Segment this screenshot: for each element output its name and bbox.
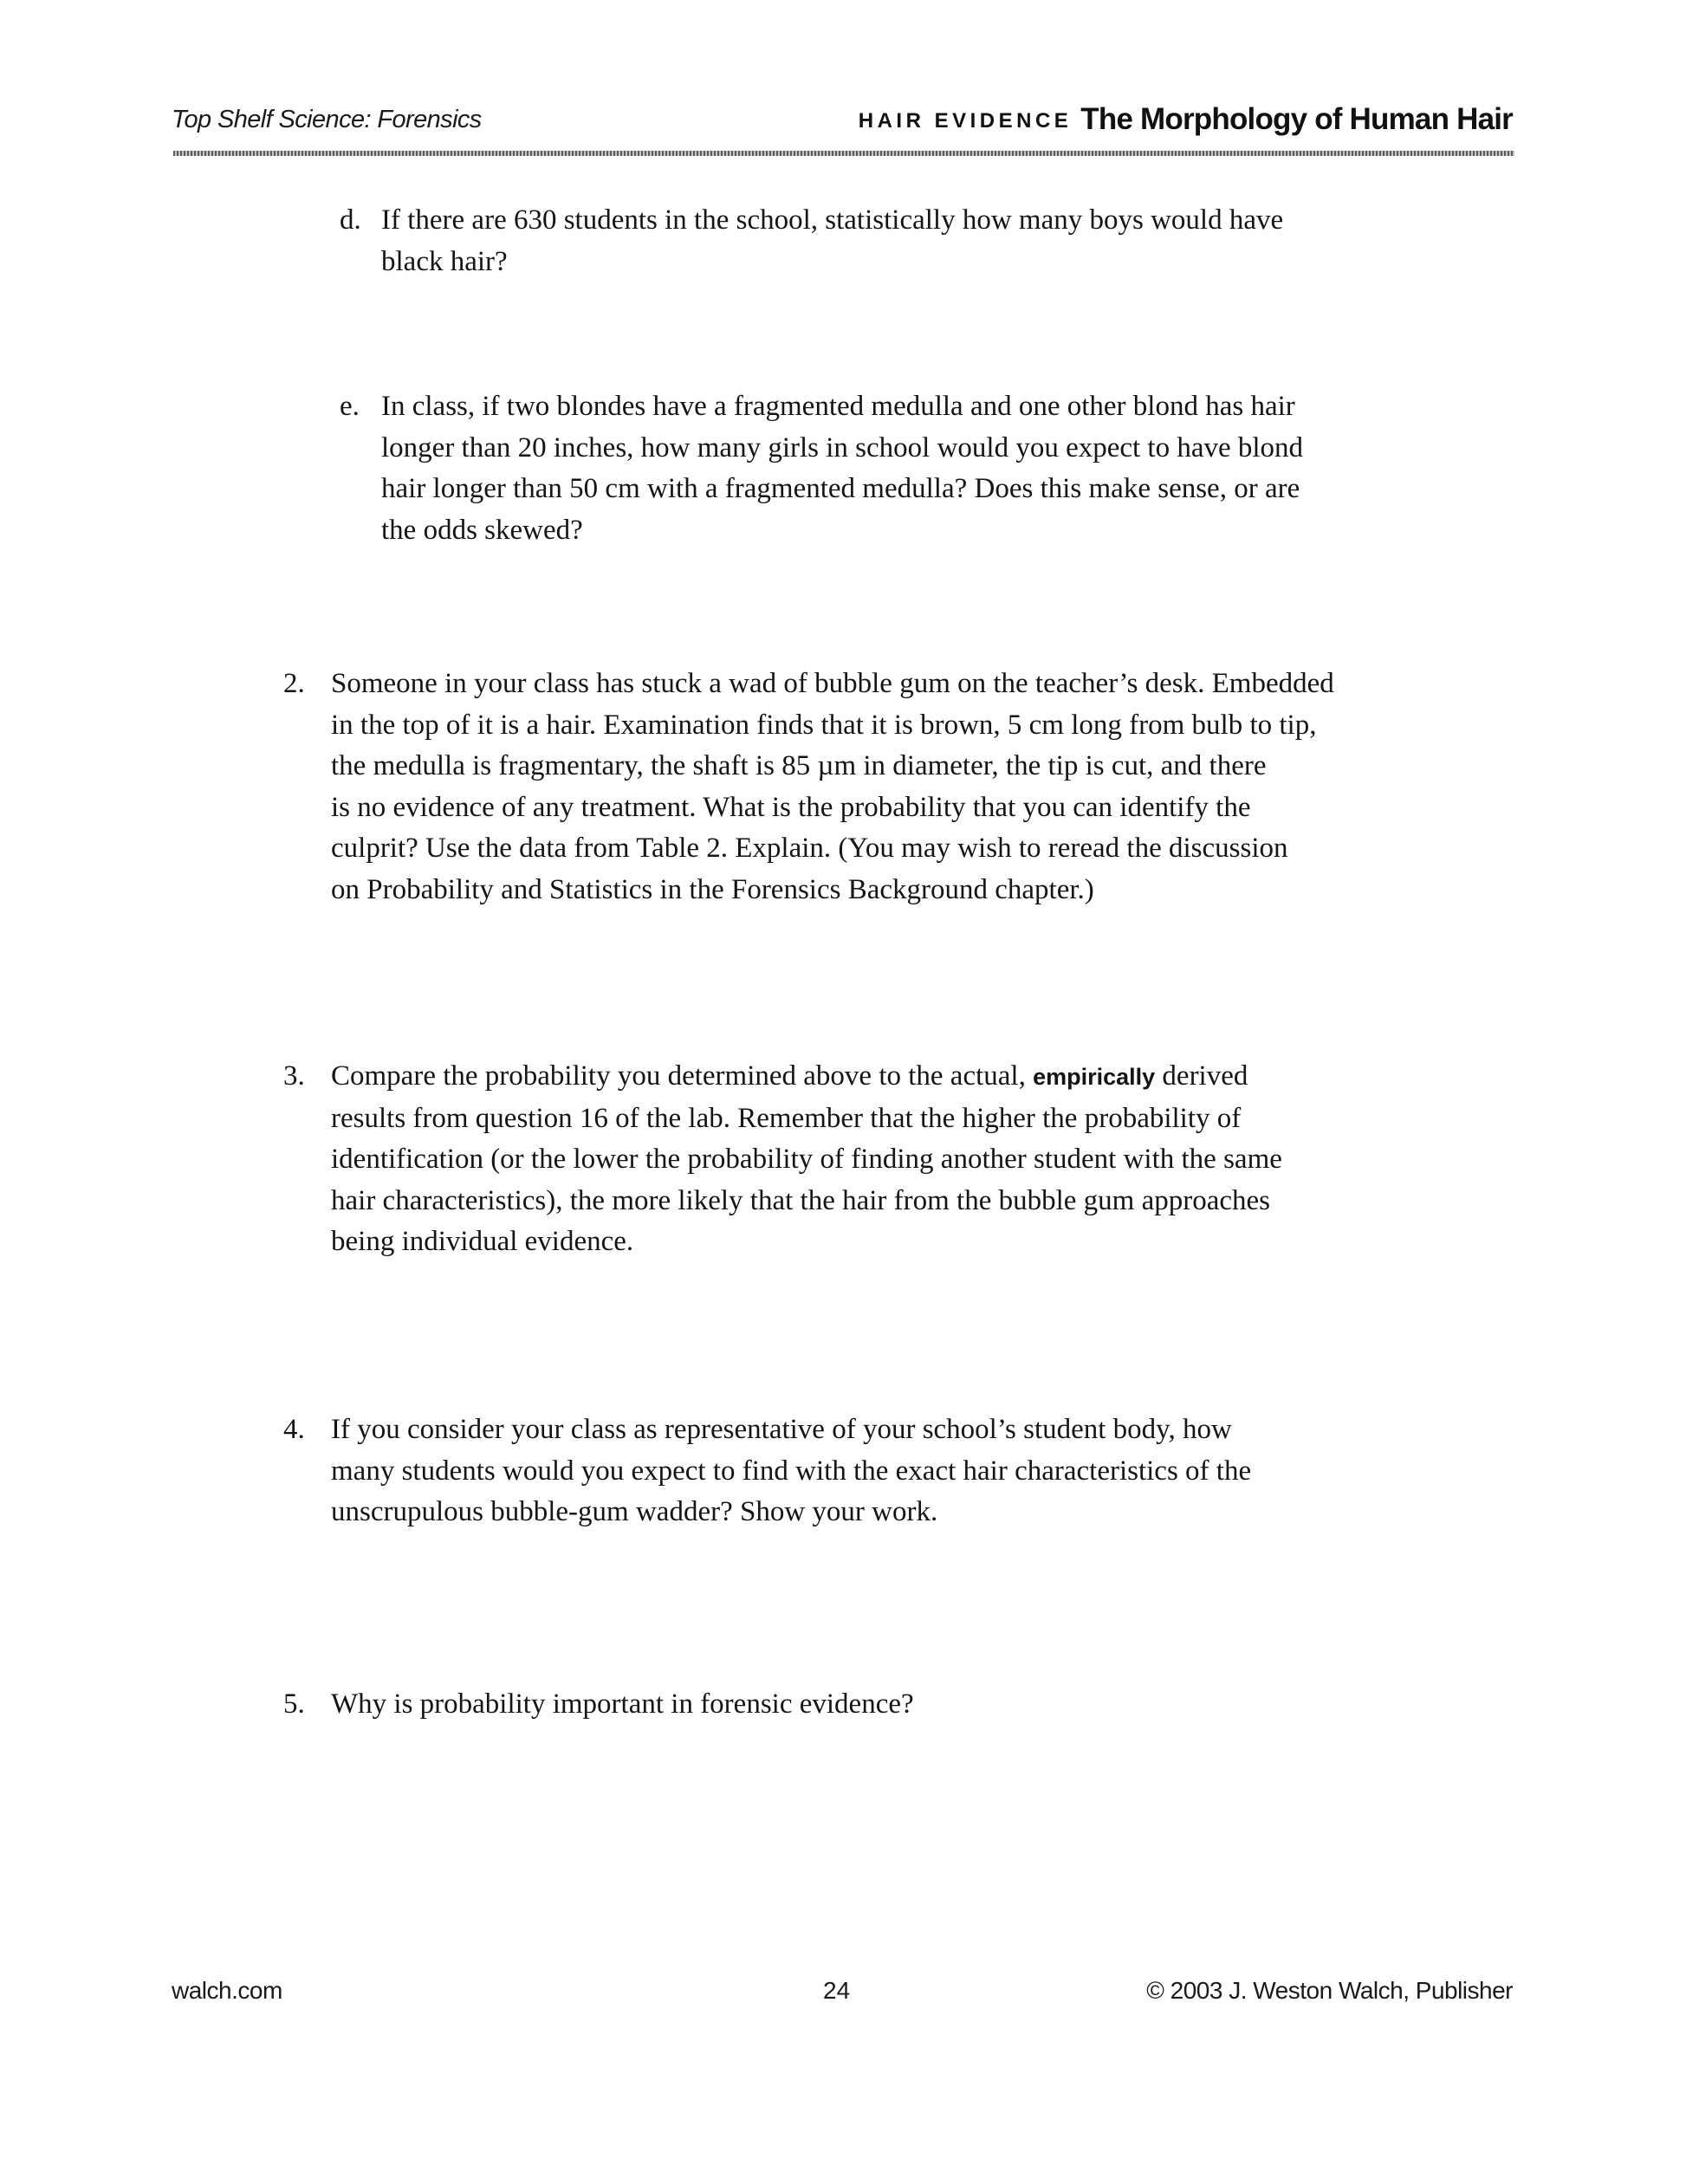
publisher-website: walch.com	[172, 1977, 282, 2004]
question-2	[283, 664, 1334, 911]
text-line: hair characteristics), the more likely that the hair from the bubble gum approaches	[331, 1184, 1271, 1216]
text-line: If there are 630 students in the school, statistically how many boys would have	[381, 204, 1284, 236]
copyright-notice: © 2003 J. Weston Walch, Publisher	[1146, 1977, 1513, 2004]
question-text	[331, 1684, 914, 1726]
question-marker: d.	[340, 204, 361, 236]
question-3	[283, 1056, 1282, 1263]
emphasized-term: empirically	[1033, 1064, 1156, 1090]
text-line: the medulla is fragmentary, the shaft is 85 µm in diameter, the tip is cut, and there	[331, 750, 1267, 781]
text-line: longer than 20 inches, how many girls in school would you expect to have blond	[381, 431, 1304, 463]
running-header	[172, 102, 1513, 140]
question-text	[331, 1056, 1282, 1263]
text-line: in the top of it is a hair. Examination finds that it is brown, 5 cm long from bulb to tip,	[331, 709, 1317, 741]
text-line: hair longer than 50 cm with a fragmented medulla? Does this make sense, or are	[381, 473, 1300, 504]
text-line: is no evidence of any treatment. What is the probability that you can identify the	[331, 791, 1251, 823]
text-line: the odds skewed?	[381, 514, 583, 546]
page-footer	[172, 1977, 1513, 2012]
text-line: unscrupulous bubble-gum wadder? Show your work.	[331, 1496, 938, 1527]
text-line	[331, 1056, 1282, 1098]
question-marker: 3.	[283, 1060, 305, 1092]
text-segment: derived	[1155, 1060, 1248, 1092]
chapter-title: The Morphology of Human Hair	[1080, 102, 1513, 136]
text-line: culprit? Use the data from Table 2. Explain. (You may wish to reread the discussion	[331, 833, 1288, 864]
text-line: black hair?	[381, 245, 508, 277]
question-marker: 4.	[283, 1414, 305, 1445]
question-text	[331, 1410, 1251, 1533]
text-line: on Probability and Statistics in the Forensics Background chapter.)	[331, 873, 1094, 905]
question-text	[381, 386, 1303, 551]
question-5	[283, 1684, 914, 1726]
text-line: Someone in your class has stuck a wad of bubble gum on the teacher’s desk. Embedded	[331, 668, 1334, 699]
question-text	[331, 664, 1334, 911]
question-text	[381, 200, 1283, 282]
question-e	[340, 386, 1304, 551]
text-segment: Compare the probability you determined above to the actual,	[331, 1060, 1034, 1092]
text-line: In class, if two blondes have a fragmented medulla and one other blond has hair	[381, 391, 1295, 422]
text-line: Why is probability important in forensic evidence?	[331, 1688, 914, 1720]
question-marker: 5.	[283, 1688, 305, 1720]
question-4	[283, 1410, 1252, 1533]
question-marker: e.	[340, 391, 360, 422]
section-label: HAIR EVIDENCE	[858, 109, 1073, 133]
text-line: being individual evidence.	[331, 1226, 634, 1257]
text-line: results from question 16 of the lab. Remember that the higher the probability of	[331, 1102, 1242, 1134]
chapter-heading	[859, 102, 1513, 137]
question-d	[340, 200, 1284, 282]
book-title: Top Shelf Science: Forensics	[172, 106, 482, 133]
text-line: identification (or the lower the probability of finding another student with the same	[331, 1144, 1282, 1175]
text-line: many students would you expect to find with the exact hair characteristics of the	[331, 1455, 1252, 1487]
page-number: 24	[823, 1977, 851, 2004]
header-divider	[173, 151, 1514, 156]
question-marker: 2.	[283, 668, 305, 699]
text-line: If you consider your class as representative of your school’s student body, how	[331, 1414, 1232, 1445]
